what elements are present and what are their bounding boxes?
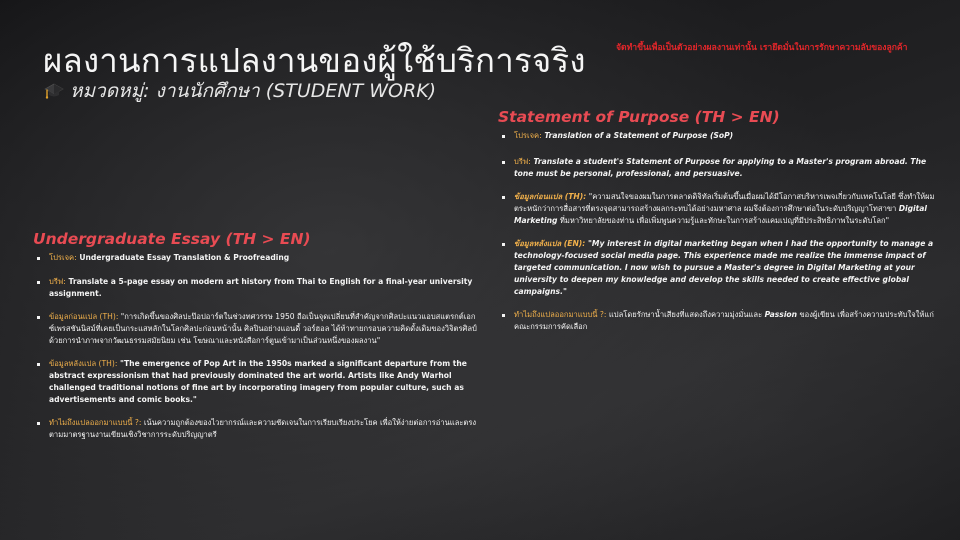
item-label: ข้อมูลหลังแปล (EN):	[514, 239, 586, 248]
item-text: "การเกิดขึ้นของศิลปะป๊อปอาร์ตในช่วงทศวรรษ 1950 ถือเป็นจุดเปลี่ยนที่สำคัญจากศิลปะแนวแอบสแตรกต์เอกซ์เพรสชันนิสม์ที่เคยเป็นกระแสหลักในโลกศิลปะก่อนหน้านั้น ศิลปินอย่างแอนดี้ วอร์ฮอล ได้ท้าทายกรอบความคิดดั้งเดิมของวิจิตรศิลป์ด้วยการนำภาพจากวัฒนธรรมสมัยนิยม เช่น โฆษณาและหนังสือการ์ตูนเข้ามาเป็นส่วนหนึ่งของผลงาน"	[49, 312, 477, 345]
item-label: ทำไมถึงแปลออกมาแบบนี้ ?:	[514, 310, 607, 319]
item-label: ทำไมถึงแปลออกมาแบบนี้ ?:	[49, 418, 142, 427]
category-subtitle	[44, 76, 436, 106]
item-text: "My interest in digital marketing began when I had the opportunity to manage a technology-focused social media page. This experience made me realize the immense impact of targeted communication. I now wish to pursue a Master's degree in Digital Marketing at your university to deepen my knowledge and develop the skills needed to create effective global campaigns."	[514, 239, 934, 296]
item-text: แปลโดยรักษาน้ำเสียงที่แสดงถึงความมุ่งมั่นและ	[606, 310, 765, 319]
item-label: ข้อมูลหลังแปล (TH):	[49, 359, 118, 368]
item-list	[33, 252, 478, 441]
category-label: หมวดหมู่: งานนักศึกษา (STUDENT WORK)	[70, 80, 437, 102]
list-item-rationale	[498, 309, 938, 333]
list-item-source-text	[498, 191, 938, 227]
item-text: ที่มหาวิทยาลัยของท่าน เพื่อเพิ่มพูนความรู้และทักษะในการสร้างแคมเปญที่มีประสิทธิภาพในระดับโลก"	[557, 216, 890, 225]
item-text: Translate a student's Statement of Purpose for applying to a Master's program abroad. The tone must be personal, professional, and persuasive.	[514, 157, 927, 178]
section-title: Statement of Purpose (TH > EN)	[498, 108, 780, 126]
list-item-source-text	[33, 311, 478, 347]
item-label: บรีฟ:	[49, 277, 66, 286]
item-text: "ความสนใจของผมในการตลาดดิจิทัลเริ่มต้นขึ้นเมื่อผมได้มีโอกาสบริหารเพจเกี่ยวกับเทคโนโลยี ซึ่งทำให้ผมตระหนักว่าการสื่อสารที่ตรงจุดสามารถสร้างผลกระทบได้อย่างมหาศาล ผมจึงต้องการศึกษาต่อในระดับปริญญาโทสาขา	[514, 192, 935, 213]
item-emphasis: Passion	[764, 310, 798, 319]
section-undergraduate-essay	[33, 230, 478, 452]
list-item-rationale	[33, 417, 478, 441]
list-item-translated-text	[498, 238, 938, 298]
list-item-project	[33, 252, 478, 264]
item-label: โปรเจค:	[49, 253, 77, 262]
item-text: Translate a 5-page essay on modern art history from Thai to English for a final-year university assignment.	[49, 277, 473, 298]
item-text: Translation of a Statement of Purpose (SoP)	[541, 131, 734, 140]
confidentiality-disclaimer: จัดทำขึ้นเพื่อเป็นตัวอย่างผลงานเท่านั้น เรายึดมั่นในการรักษาความลับของลูกค้า	[616, 43, 908, 53]
section-title: Undergraduate Essay (TH > EN)	[33, 230, 311, 248]
list-item-brief	[33, 276, 478, 300]
item-text: ของผู้เขียน เพื่อสร้างความประทับใจให้แก่คณะกรรมการคัดเลือก	[514, 310, 934, 331]
graduation-cap-icon	[44, 81, 64, 101]
item-label: โปรเจค:	[514, 131, 542, 140]
list-item-project	[498, 130, 938, 142]
list-item-brief	[498, 156, 938, 180]
item-text: เน้นความถูกต้องของไวยากรณ์และความชัดเจนในการเรียบเรียงประโยค เพื่อให้ง่ายต่อการอ่านและตรงตามมาตรฐานงานเขียนเชิงวิชาการระดับปริญญาตรี	[49, 418, 477, 439]
list-item-translated-text	[33, 358, 478, 406]
item-list	[498, 130, 938, 333]
item-text: "The emergence of Pop Art in the 1950s marked a significant departure from the abstract expressionism that had previously dominated the art world. Artists like Andy Warhol challenged traditional notions of fine art by incorporating imagery from popular culture, such as advertisements and comic books."	[49, 359, 467, 404]
page-title: ผลงานการแปลงานของผู้ใช้บริการจริง	[43, 41, 586, 80]
item-label: บรีฟ:	[514, 157, 531, 166]
item-emphasis: Digital Marketing	[514, 204, 928, 225]
section-statement-of-purpose	[498, 108, 938, 344]
item-label: ข้อมูลก่อนแปล (TH):	[514, 192, 587, 201]
item-text: Undergraduate Essay Translation & Proofreading	[76, 253, 290, 262]
item-label: ข้อมูลก่อนแปล (TH):	[49, 312, 119, 321]
